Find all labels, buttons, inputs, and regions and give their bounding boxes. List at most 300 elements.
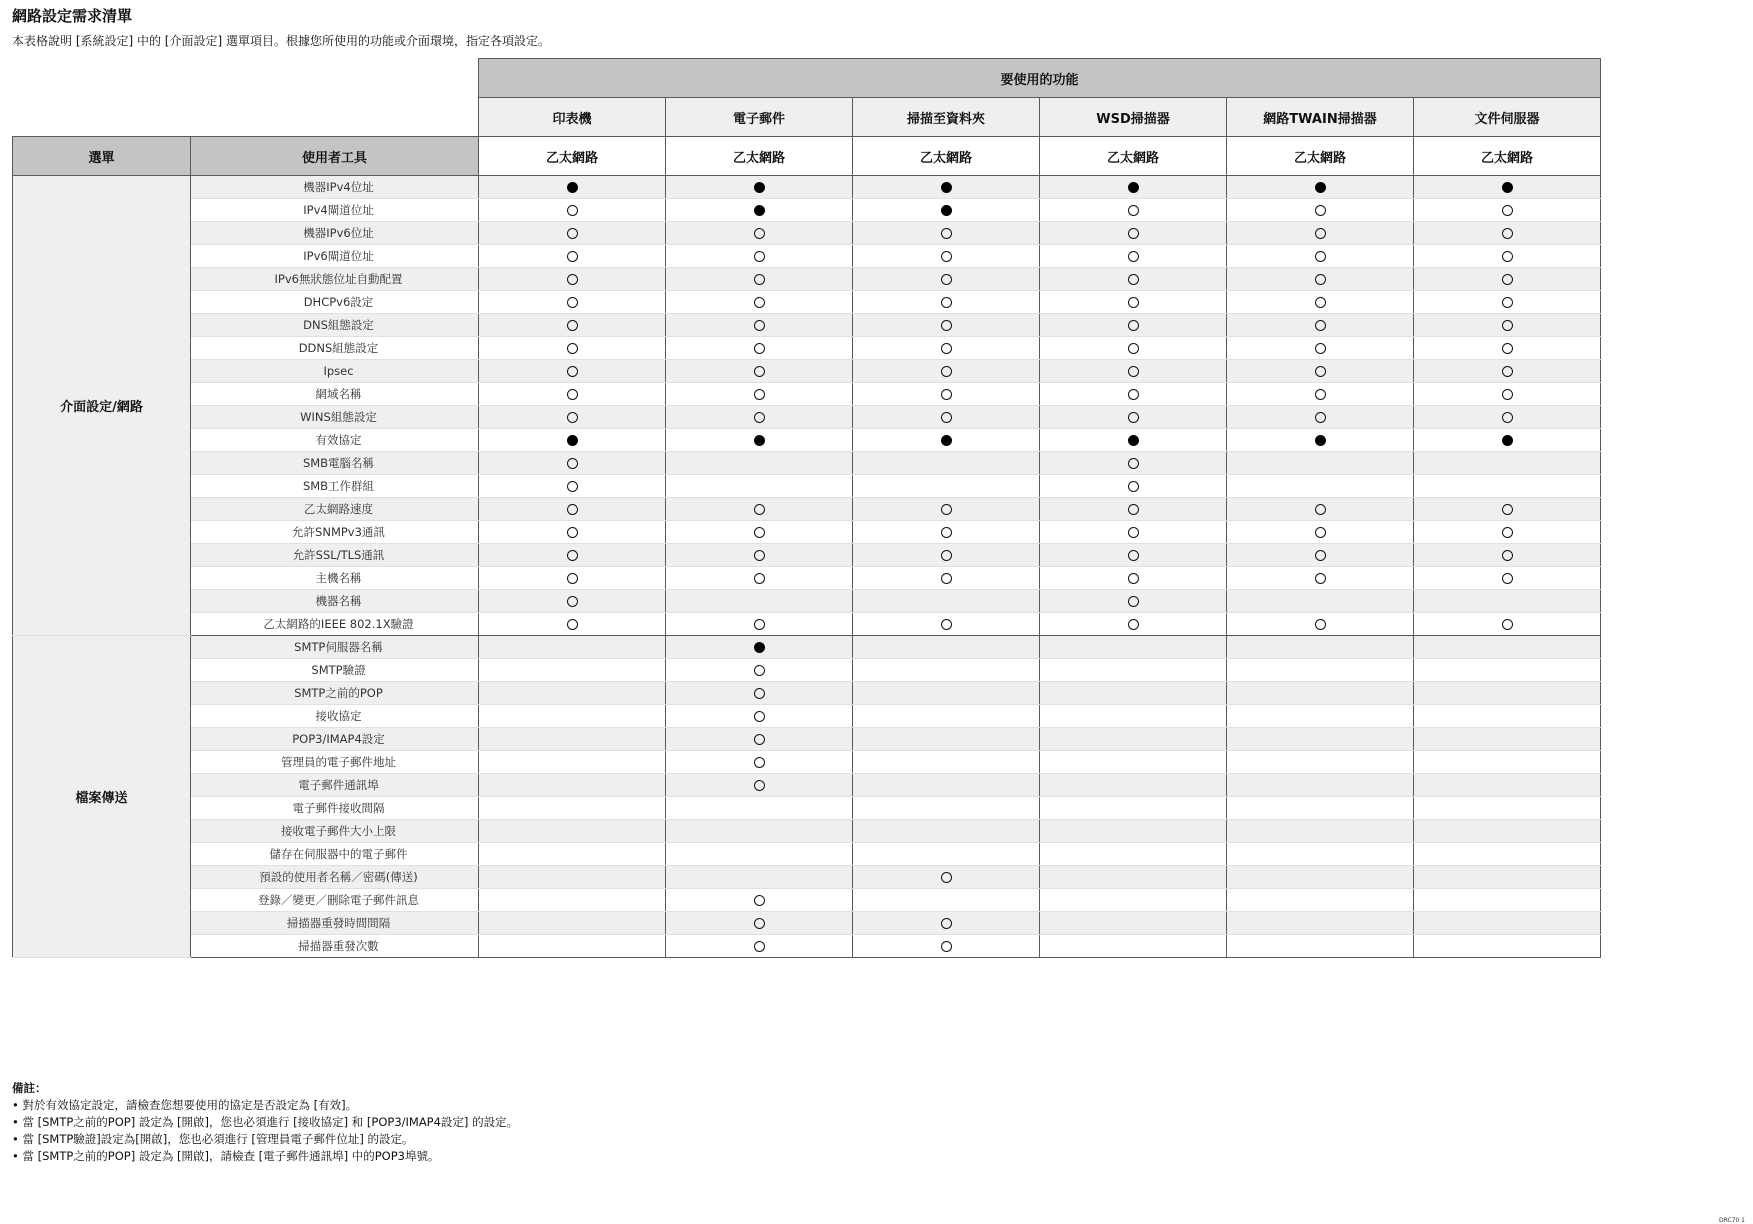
requirement-cell [1040,613,1227,636]
table-row [13,337,1601,360]
hollow-circle-icon [567,274,578,285]
requirement-cell [1414,935,1601,958]
hollow-circle-icon [1315,389,1326,400]
requirement-cell [479,498,666,521]
requirement-cell [479,429,666,452]
requirement-cell [479,521,666,544]
hollow-circle-icon [567,596,578,607]
hollow-circle-icon [567,228,578,239]
requirement-cell [1040,429,1227,452]
filled-circle-icon [1502,435,1513,446]
hollow-circle-icon [1502,366,1513,377]
hollow-circle-icon [754,619,765,630]
table-row [13,268,1601,291]
user-tool-name: 允許SNMPv3通訊 [191,521,479,544]
requirement-cell [1040,751,1227,774]
requirement-cell [666,291,853,314]
function-column-header: 文件伺服器 [1414,98,1601,137]
interface-label: 乙太網路 [479,137,666,176]
hollow-circle-icon [567,573,578,584]
hollow-circle-icon [941,320,952,331]
requirement-cell [1040,383,1227,406]
table-row [13,866,1601,889]
interface-label: 乙太網路 [853,137,1040,176]
user-tool-name: SMTP之前的POP [191,682,479,705]
requirement-cell [479,866,666,889]
note-item: • 當 [SMTP之前的POP] 設定為 [開啟]，請檢查 [電子郵件通訊埠] 中的POP3埠號。 [12,1148,518,1165]
user-tool-name: 主機名稱 [191,567,479,590]
requirement-cell [1040,544,1227,567]
user-tool-name: Ipsec [191,360,479,383]
requirement-cell [1040,199,1227,222]
requirement-cell [666,452,853,475]
requirement-cell [1414,705,1601,728]
requirement-cell [479,222,666,245]
requirement-cell [853,912,1040,935]
function-column-header: WSD掃描器 [1040,98,1227,137]
requirement-cell [1227,889,1414,912]
requirement-cell [666,705,853,728]
requirement-cell [1227,314,1414,337]
requirement-cell [1040,567,1227,590]
hollow-circle-icon [1128,481,1139,492]
hollow-circle-icon [1315,550,1326,561]
function-column-header: 掃描至資料夾 [853,98,1040,137]
hollow-circle-icon [567,504,578,515]
requirement-cell [853,337,1040,360]
menu-column-header: 選單 [13,137,191,176]
requirement-cell [853,820,1040,843]
requirement-cell [1227,659,1414,682]
hollow-circle-icon [1502,573,1513,584]
requirement-cell [666,613,853,636]
hollow-circle-icon [567,481,578,492]
hollow-circle-icon [1502,389,1513,400]
filled-circle-icon [754,205,765,216]
table-row [13,659,1601,682]
user-tool-name: DDNS組態設定 [191,337,479,360]
filled-circle-icon [567,182,578,193]
requirement-cell [1414,659,1601,682]
user-tool-name: POP3/IMAP4設定 [191,728,479,751]
hollow-circle-icon [1128,550,1139,561]
settings-matrix [12,58,1601,958]
requirement-cell [1227,406,1414,429]
hollow-circle-icon [1502,228,1513,239]
table-row [13,176,1601,199]
user-tool-name: 接收電子郵件大小上限 [191,820,479,843]
hollow-circle-icon [567,550,578,561]
requirement-cell [853,245,1040,268]
requirement-cell [1414,843,1601,866]
hollow-circle-icon [1128,619,1139,630]
hollow-circle-icon [1315,527,1326,538]
requirement-cell [853,314,1040,337]
hollow-circle-icon [754,757,765,768]
hollow-circle-icon [1315,343,1326,354]
requirement-cell [853,728,1040,751]
hollow-circle-icon [567,366,578,377]
table-row [13,912,1601,935]
requirement-cell [1040,820,1227,843]
hollow-circle-icon [1315,228,1326,239]
user-tool-name: 乙太網路的IEEE 802.1X驗證 [191,613,479,636]
requirement-cell [479,199,666,222]
hollow-circle-icon [941,941,952,952]
requirement-cell [479,751,666,774]
table-row [13,314,1601,337]
user-tool-name: 乙太網路速度 [191,498,479,521]
interface-row [13,137,1601,176]
user-tool-name: DNS組態設定 [191,314,479,337]
requirement-cell [479,544,666,567]
hollow-circle-icon [941,297,952,308]
requirement-cell [853,705,1040,728]
requirement-cell [666,406,853,429]
function-column-header: 電子郵件 [666,98,853,137]
requirement-cell [1227,797,1414,820]
function-column-header: 網路TWAIN掃描器 [1227,98,1414,137]
requirement-cell [1040,843,1227,866]
hollow-circle-icon [754,366,765,377]
table-row [13,544,1601,567]
hollow-circle-icon [1502,274,1513,285]
hollow-circle-icon [1502,527,1513,538]
hollow-circle-icon [1502,412,1513,423]
table-row [13,751,1601,774]
table-row [13,889,1601,912]
requirement-cell [666,521,853,544]
table-row [13,774,1601,797]
hollow-circle-icon [1128,412,1139,423]
requirement-cell [853,636,1040,659]
hollow-circle-icon [754,550,765,561]
page-description: 本表格說明 [系統設定] 中的 [介面設定] 選單項目。根據您所使用的功能或介面環境，指定各項設定。 [12,34,550,48]
filled-circle-icon [941,205,952,216]
functions-header: 要使用的功能 [479,59,1601,98]
note-item: • 當 [SMTP驗證]設定為[開啟]，您也必須進行 [管理員電子郵件位址] 的設定。 [12,1131,518,1148]
user-tool-name: 有效協定 [191,429,479,452]
user-tool-name: 預設的使用者名稱／密碼(傳送) [191,866,479,889]
requirement-cell [666,659,853,682]
requirement-cell [479,314,666,337]
table-row [13,406,1601,429]
table-row [13,682,1601,705]
requirement-cell [1414,360,1601,383]
requirement-cell [666,176,853,199]
requirement-cell [1040,176,1227,199]
table-row [13,360,1601,383]
requirement-cell [1040,314,1227,337]
hollow-circle-icon [1128,251,1139,262]
requirement-cell [853,797,1040,820]
requirement-cell [1227,199,1414,222]
requirement-cell [1227,222,1414,245]
requirement-cell [479,245,666,268]
function-column-header: 印表機 [479,98,666,137]
matrix-body [13,176,1601,958]
requirement-cell [853,682,1040,705]
hollow-circle-icon [941,619,952,630]
filled-circle-icon [1502,182,1513,193]
requirement-cell [1414,475,1601,498]
hollow-circle-icon [1128,573,1139,584]
user-tool-name: DHCPv6設定 [191,291,479,314]
requirement-cell [479,291,666,314]
hollow-circle-icon [941,550,952,561]
requirement-cell [479,843,666,866]
requirement-cell [853,774,1040,797]
requirement-cell [666,889,853,912]
requirement-cell [666,360,853,383]
requirement-cell [853,751,1040,774]
requirement-cell [479,337,666,360]
requirement-cell [1227,751,1414,774]
requirement-cell [1227,912,1414,935]
hollow-circle-icon [754,688,765,699]
hollow-circle-icon [1128,228,1139,239]
hollow-circle-icon [754,412,765,423]
requirement-cell [1414,429,1601,452]
user-tool-name: SMTP驗證 [191,659,479,682]
requirement-cell [853,866,1040,889]
hollow-circle-icon [941,251,952,262]
requirement-cell [1414,176,1601,199]
table-row [13,383,1601,406]
hollow-circle-icon [754,573,765,584]
requirement-cell [853,544,1040,567]
hollow-circle-icon [941,366,952,377]
hollow-circle-icon [567,412,578,423]
requirement-cell [853,843,1040,866]
requirement-cell [1040,291,1227,314]
table-row [13,705,1601,728]
requirement-cell [1414,912,1601,935]
requirement-cell [853,222,1040,245]
hollow-circle-icon [1128,343,1139,354]
hollow-circle-icon [754,734,765,745]
hollow-circle-icon [1315,504,1326,515]
user-tool-name: 接收協定 [191,705,479,728]
filled-circle-icon [754,182,765,193]
requirement-cell [479,889,666,912]
tool-column-header: 使用者工具 [191,137,479,176]
hollow-circle-icon [1315,412,1326,423]
requirement-cell [1040,452,1227,475]
user-tool-name: IPv4閘道位址 [191,199,479,222]
hollow-circle-icon [1128,205,1139,216]
filled-circle-icon [1128,435,1139,446]
hollow-circle-icon [1315,320,1326,331]
menu-section-label: 介面設定/網路 [13,176,191,636]
requirement-cell [479,452,666,475]
user-tool-name: 機器IPv6位址 [191,222,479,245]
requirement-cell [1227,452,1414,475]
hollow-circle-icon [1502,320,1513,331]
user-tool-name: 掃描器重發次數 [191,935,479,958]
filled-circle-icon [1315,435,1326,446]
requirement-cell [479,613,666,636]
hollow-circle-icon [754,918,765,929]
requirement-cell [853,613,1040,636]
requirement-cell [1227,590,1414,613]
requirement-cell [666,245,853,268]
interface-label: 乙太網路 [666,137,853,176]
requirement-cell [1414,820,1601,843]
hollow-circle-icon [1502,297,1513,308]
requirement-cell [853,590,1040,613]
hollow-circle-icon [1128,366,1139,377]
requirement-cell [666,429,853,452]
hollow-circle-icon [1128,504,1139,515]
user-tool-name: IPv6閘道位址 [191,245,479,268]
legend-space [13,59,479,137]
requirement-cell [1040,705,1227,728]
requirement-cell [1414,222,1601,245]
hollow-circle-icon [754,251,765,262]
requirement-cell [479,176,666,199]
requirement-cell [853,406,1040,429]
hollow-circle-icon [1502,343,1513,354]
hollow-circle-icon [754,665,765,676]
hollow-circle-icon [941,573,952,584]
requirement-cell [1040,475,1227,498]
table-row [13,728,1601,751]
hollow-circle-icon [567,251,578,262]
hollow-circle-icon [567,320,578,331]
filled-circle-icon [1128,182,1139,193]
interface-label: 乙太網路 [1414,137,1601,176]
requirement-cell [1040,728,1227,751]
user-tool-name: SMTP伺服器名稱 [191,636,479,659]
requirement-cell [1227,682,1414,705]
requirement-cell [666,268,853,291]
requirement-cell [1227,728,1414,751]
requirement-cell [1414,314,1601,337]
requirement-cell [666,751,853,774]
requirement-cell [666,682,853,705]
requirement-cell [479,774,666,797]
hollow-circle-icon [1315,573,1326,584]
filled-circle-icon [754,642,765,653]
table-row [13,429,1601,452]
note-item: • 當 [SMTP之前的POP] 設定為 [開啟]，您也必須進行 [接收協定] 和 [POP3/IMAP4設定] 的設定。 [12,1114,518,1131]
requirement-cell [1227,291,1414,314]
requirement-cell [1227,820,1414,843]
hollow-circle-icon [941,504,952,515]
requirement-cell [853,889,1040,912]
table-row [13,820,1601,843]
filled-circle-icon [567,435,578,446]
hollow-circle-icon [567,205,578,216]
requirement-cell [1414,268,1601,291]
requirement-cell [1227,176,1414,199]
requirement-cell [853,935,1040,958]
requirement-cell [1227,337,1414,360]
requirement-cell [666,843,853,866]
requirement-cell [1040,360,1227,383]
table-row [13,199,1601,222]
requirement-cell [1227,843,1414,866]
requirement-cell [666,636,853,659]
requirement-cell [479,705,666,728]
hollow-circle-icon [1502,205,1513,216]
user-tool-name: 掃描器重發時間間隔 [191,912,479,935]
user-tool-name: IPv6無狀態位址自動配置 [191,268,479,291]
table-row [13,935,1601,958]
requirement-cell [1414,383,1601,406]
requirement-cell [1414,521,1601,544]
requirement-cell [1227,935,1414,958]
hollow-circle-icon [754,527,765,538]
requirement-cell [1227,383,1414,406]
user-tool-name: 管理員的電子郵件地址 [191,751,479,774]
menu-section-label: 檔案傳送 [13,636,191,958]
table-row [13,797,1601,820]
requirement-cell [479,636,666,659]
requirement-cell [666,866,853,889]
hollow-circle-icon [1502,619,1513,630]
user-tool-name: SMB電腦名稱 [191,452,479,475]
requirement-cell [1040,659,1227,682]
requirement-cell [1414,199,1601,222]
hollow-circle-icon [941,274,952,285]
hollow-circle-icon [754,274,765,285]
requirement-cell [1414,889,1601,912]
requirement-cell [666,820,853,843]
user-tool-name: SMB工作群組 [191,475,479,498]
table-row [13,452,1601,475]
requirement-cell [1414,636,1601,659]
hollow-circle-icon [941,343,952,354]
requirement-cell [479,590,666,613]
requirement-cell [1414,406,1601,429]
hollow-circle-icon [1128,274,1139,285]
requirement-cell [1227,705,1414,728]
table-row [13,590,1601,613]
requirement-cell [1414,797,1601,820]
requirement-cell [1227,866,1414,889]
requirement-cell [479,360,666,383]
requirement-cell [1040,889,1227,912]
requirement-cell [853,498,1040,521]
hollow-circle-icon [1128,297,1139,308]
requirement-cell [1227,567,1414,590]
table-row [13,843,1601,866]
hollow-circle-icon [1128,596,1139,607]
table-row [13,636,1601,659]
hollow-circle-icon [754,711,765,722]
hollow-circle-icon [754,228,765,239]
requirement-cell [479,912,666,935]
requirement-cell [853,268,1040,291]
user-tool-name: 登錄／變更／刪除電子郵件訊息 [191,889,479,912]
table-row [13,245,1601,268]
requirement-cell [1040,590,1227,613]
user-tool-name: WINS組態設定 [191,406,479,429]
requirement-cell [853,475,1040,498]
requirement-cell [479,383,666,406]
hollow-circle-icon [941,228,952,239]
hollow-circle-icon [567,458,578,469]
requirement-cell [1227,429,1414,452]
requirement-cell [1040,406,1227,429]
requirement-cell [479,475,666,498]
requirement-cell [1040,636,1227,659]
hollow-circle-icon [1315,366,1326,377]
requirement-cell [666,728,853,751]
user-tool-name: 機器IPv4位址 [191,176,479,199]
